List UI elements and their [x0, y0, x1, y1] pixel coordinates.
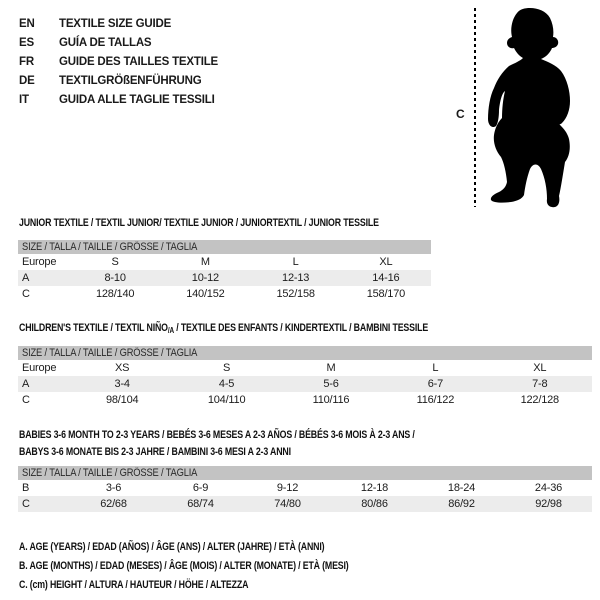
table-row [18, 376, 592, 392]
table-row [18, 392, 592, 408]
row-label-cell: C [22, 394, 30, 406]
size-value-cell: 80/86 [331, 496, 418, 512]
language-label: TEXTILE SIZE GUIDE [59, 18, 172, 30]
size-value-cell: 110/116 [312, 394, 350, 406]
footnote-b: B. AGE (MONTHS) / EDAD (MESES) / ÂGE (MOIS) / ALTER (MONATE) / ETÀ (MESI) [19, 560, 349, 572]
language-row [19, 91, 218, 110]
size-value-cell: XS [115, 362, 130, 374]
size-value-cell: 14-16 [341, 270, 431, 286]
footnote-a: A. AGE (YEARS) / EDAD (AÑOS) / ÂGE (ANS) / ALTER (JAHRE) / ETÀ (ANNI) [19, 541, 325, 553]
junior-size-table [18, 240, 431, 302]
table-row [18, 360, 592, 376]
size-value-cell: 92/98 [505, 496, 592, 512]
junior-title-text: JUNIOR TEXTILE / TEXTIL JUNIOR/ TEXTILE JUNIOR / JUNIORTEXTIL / JUNIOR TESSILE [19, 217, 379, 229]
language-code: DE [19, 75, 35, 87]
size-value-cell: 68/74 [157, 496, 244, 512]
language-row [19, 34, 218, 53]
height-measure-dashed-line [474, 8, 476, 207]
height-measure-label: C [456, 107, 465, 121]
children-size-table [18, 346, 592, 408]
language-list [19, 15, 218, 110]
size-value-cell: 3-6 [105, 482, 122, 494]
language-code: EN [19, 18, 35, 30]
language-code: ES [19, 37, 34, 49]
language-row [19, 53, 218, 72]
language-code: IT [19, 94, 29, 106]
language-label: GUIDE DES TAILLES TEXTILE [59, 56, 218, 68]
size-value-cell: 5-6 [279, 376, 383, 392]
language-row [19, 72, 218, 91]
size-value-cell: 86/92 [418, 496, 505, 512]
row-label-cell: C [22, 288, 30, 300]
size-value-cell: 3-4 [70, 376, 174, 392]
baby-silhouette [480, 0, 600, 212]
size-value-cell: 152/158 [276, 288, 315, 300]
size-value-cell: L [292, 256, 299, 268]
size-value-cell: 6-7 [383, 376, 487, 392]
size-value-cell: 116/122 [416, 394, 455, 406]
table-row [18, 286, 431, 302]
size-value-cell: 7-8 [488, 376, 592, 392]
junior-section-title [19, 217, 469, 229]
footnote-legend [19, 538, 349, 595]
children-section-title [19, 322, 530, 337]
row-label-cell: A [18, 270, 70, 286]
size-value-cell: S [111, 256, 119, 268]
size-value-cell: 128/140 [95, 288, 135, 300]
size-header-row [18, 240, 431, 254]
babies-title-text: BABIES 3-6 MONTH TO 2-3 YEARS / BEBÉS 3-6 MESES A 2-3 AÑOS / BÉBÉS 3-6 MOIS À 2-3 ANS / BABYS 3-6 MONATE BIS 2-3 JAHRE / BAMBINI 3-6 MESI A 2-3 ANNI [19, 429, 415, 458]
size-value-cell: M [200, 256, 210, 268]
size-value-cell: 4-5 [174, 376, 278, 392]
size-value-cell: M [326, 362, 336, 374]
size-value-cell: 140/152 [186, 288, 225, 300]
size-value-cell: 62/68 [70, 496, 157, 512]
table-row [18, 270, 431, 286]
size-header-cell: SIZE / TALLA / TAILLE / GRÖSSE / TAGLIA [18, 240, 431, 254]
table-row [18, 254, 431, 270]
language-code: FR [19, 56, 34, 68]
table-row [18, 496, 592, 512]
size-header-row [18, 466, 592, 480]
footnotes [19, 538, 431, 595]
row-label-cell: C [18, 496, 70, 512]
size-value-cell: 98/104 [105, 394, 139, 406]
children-title-subscript: /A [167, 326, 174, 335]
language-label: TEXTILGRÖßENFÜHRUNG [59, 75, 202, 87]
table-row [18, 480, 592, 496]
row-label-cell: A [18, 376, 70, 392]
size-value-cell: XL [379, 256, 393, 268]
size-value-cell: S [223, 362, 231, 374]
row-label-cell: B [22, 482, 30, 494]
size-value-cell: L [432, 362, 439, 374]
size-value-cell: 104/110 [207, 394, 246, 406]
footnote-c: C. (cm) HEIGHT / ALTURA / HAUTEUR / HÖHE / ALTEZZA [19, 579, 249, 591]
language-label: GUÍA DE TALLAS [59, 37, 152, 49]
language-label: GUIDA ALLE TAGLIE TESSILI [59, 94, 215, 106]
size-value-cell: 8-10 [70, 270, 160, 286]
size-value-cell: 18-24 [447, 482, 476, 494]
size-header-row [18, 346, 592, 360]
language-row [19, 15, 218, 34]
size-header-cell: SIZE / TALLA / TAILLE / GRÖSSE / TAGLIA [18, 466, 592, 480]
babies-size-table [18, 466, 592, 512]
size-value-cell: 12-18 [360, 482, 389, 494]
size-value-cell: 9-12 [276, 482, 299, 494]
size-value-cell: 24-36 [534, 482, 563, 494]
size-value-cell: 6-9 [192, 482, 209, 494]
size-value-cell: 10-12 [160, 270, 250, 286]
size-value-cell: XL [533, 362, 547, 374]
children-title-text: CHILDREN'S TEXTILE / TEXTIL NIÑO/A / TEXTILE DES ENFANTS / KINDERTEXTIL / BAMBINI TESSILE [19, 322, 429, 335]
size-value-cell: 74/80 [244, 496, 331, 512]
row-label-cell: Europe [22, 362, 57, 374]
row-label-cell: Europe [22, 256, 57, 268]
size-value-cell: 158/170 [366, 288, 406, 300]
babies-section-title [19, 427, 514, 461]
size-value-cell: 122/128 [520, 394, 559, 406]
size-header-cell: SIZE / TALLA / TAILLE / GRÖSSE / TAGLIA [18, 346, 592, 360]
size-value-cell: 12-13 [251, 270, 341, 286]
